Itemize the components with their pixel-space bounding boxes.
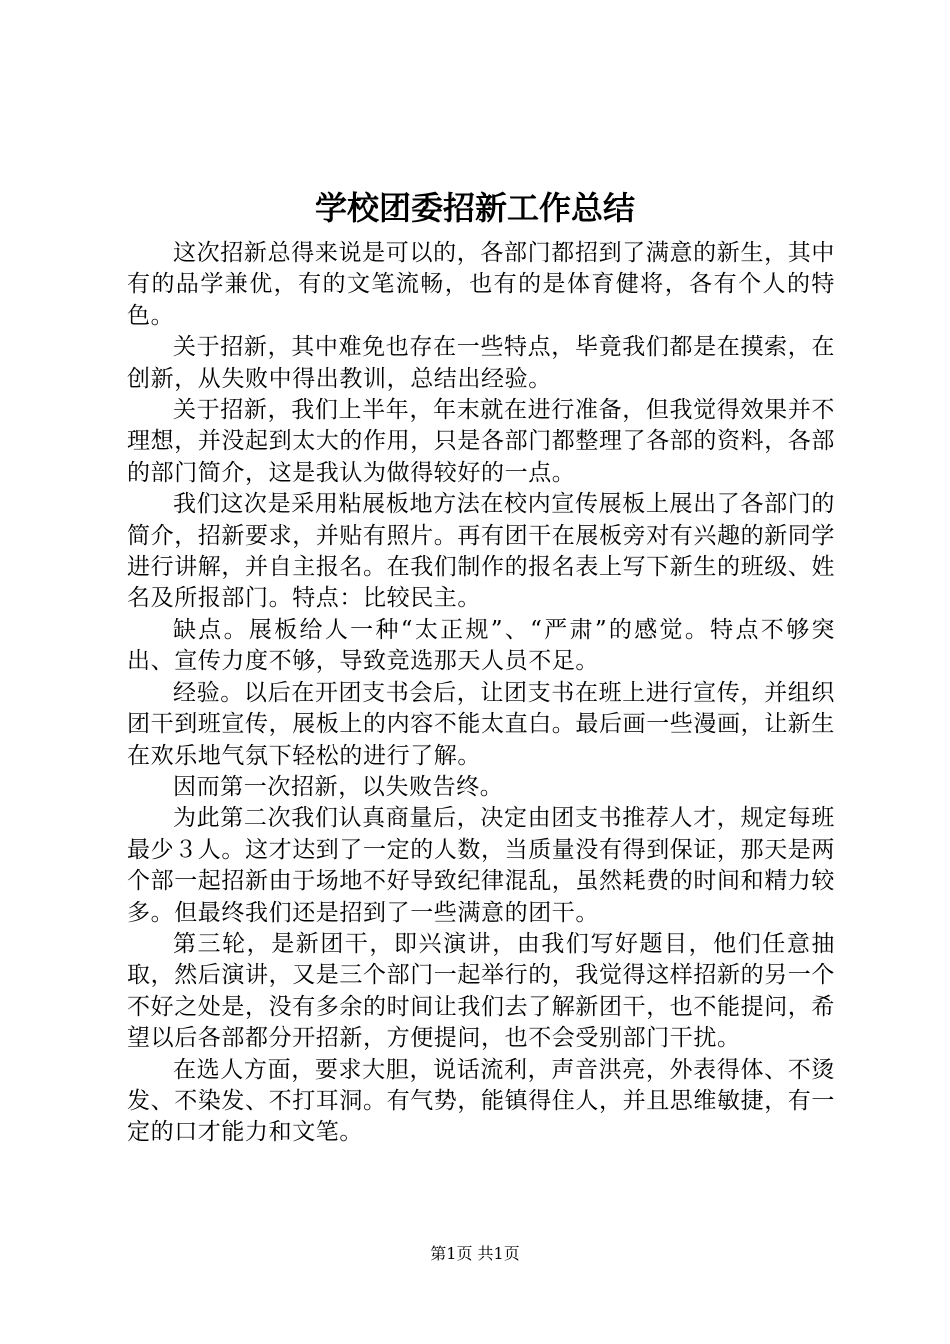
paragraph: 因而第一次招新，以失败告终。 <box>173 773 504 800</box>
paragraph: 关于招新，我们上半年，年末就在进行准备，但我觉得效果并不理想，并没起到太大的作用，只是各部门都整理了各部的资料，各部的部门简介，这是我认为做得较好的一点。 <box>127 397 835 486</box>
paragraph: 为此第二次我们认真商量后，决定由团支书推荐人才，规定每班最少３人。这才达到了一定的人数，当质量没有得到保证，那天是两个部一起招新由于场地不好导致纪律混乱，虽然耗费的时间和精力较多。但最终我们还是招到了一些满意的团干。 <box>127 805 835 926</box>
page-footer: 第1页 共1页 <box>430 1244 520 1263</box>
paragraph: 缺点。展板给人一种“太正规”、“严肃”的感觉。特点不够突出、宣传力度不够，导致竞选那天人员不足。 <box>127 616 835 675</box>
paragraph: 在选人方面，要求大胆，说话流利，声音洪亮，外表得体、不烫发、不染发、不打耳洞。有气势，能镇得住人，并且思维敏捷，有一定的口才能力和文笔。 <box>127 1056 835 1146</box>
paragraph: 经验。以后在开团支书会后，让团支书在班上进行宣传，并组织团干到班宣传，展板上的内容不能太直白。最后画一些漫画，让新生在欢乐地气氛下轻松的进行了解。 <box>127 679 835 769</box>
paragraph: 我们这次是采用粘展板地方法在校内宣传展板上展出了各部门的简介，招新要求，并贴有照片。再有团干在展板旁对有兴趣的新同学进行讲解，并自主报名。在我们制作的报名表上写下新生的班级、姓名及所报部门。特点：比较民主。 <box>127 491 835 612</box>
document-title: 学校团委招新工作总结 <box>314 189 635 227</box>
paragraph: 这次招新总得来说是可以的，各部门都招到了满意的新生，其中有的品学兼优，有的文笔流畅，也有的是体育健将，各有个人的特色。 <box>127 240 835 329</box>
paragraph: 关于招新，其中难免也存在一些特点，毕竟我们都是在摸索，在创新，从失败中得出教训，总结出经验。 <box>127 334 835 392</box>
document-body <box>127 238 835 1149</box>
paragraph: 第三轮，是新团干，即兴演讲，由我们写好题目，他们任意抽取，然后演讲，又是三个部门一起举行的，我觉得这样招新的另一个不好之处是，没有多余的时间让我们去了解新团干，也不能提问，希望以后各部都分开招新，方便提问，也不会受别部门干扰。 <box>127 930 835 1052</box>
